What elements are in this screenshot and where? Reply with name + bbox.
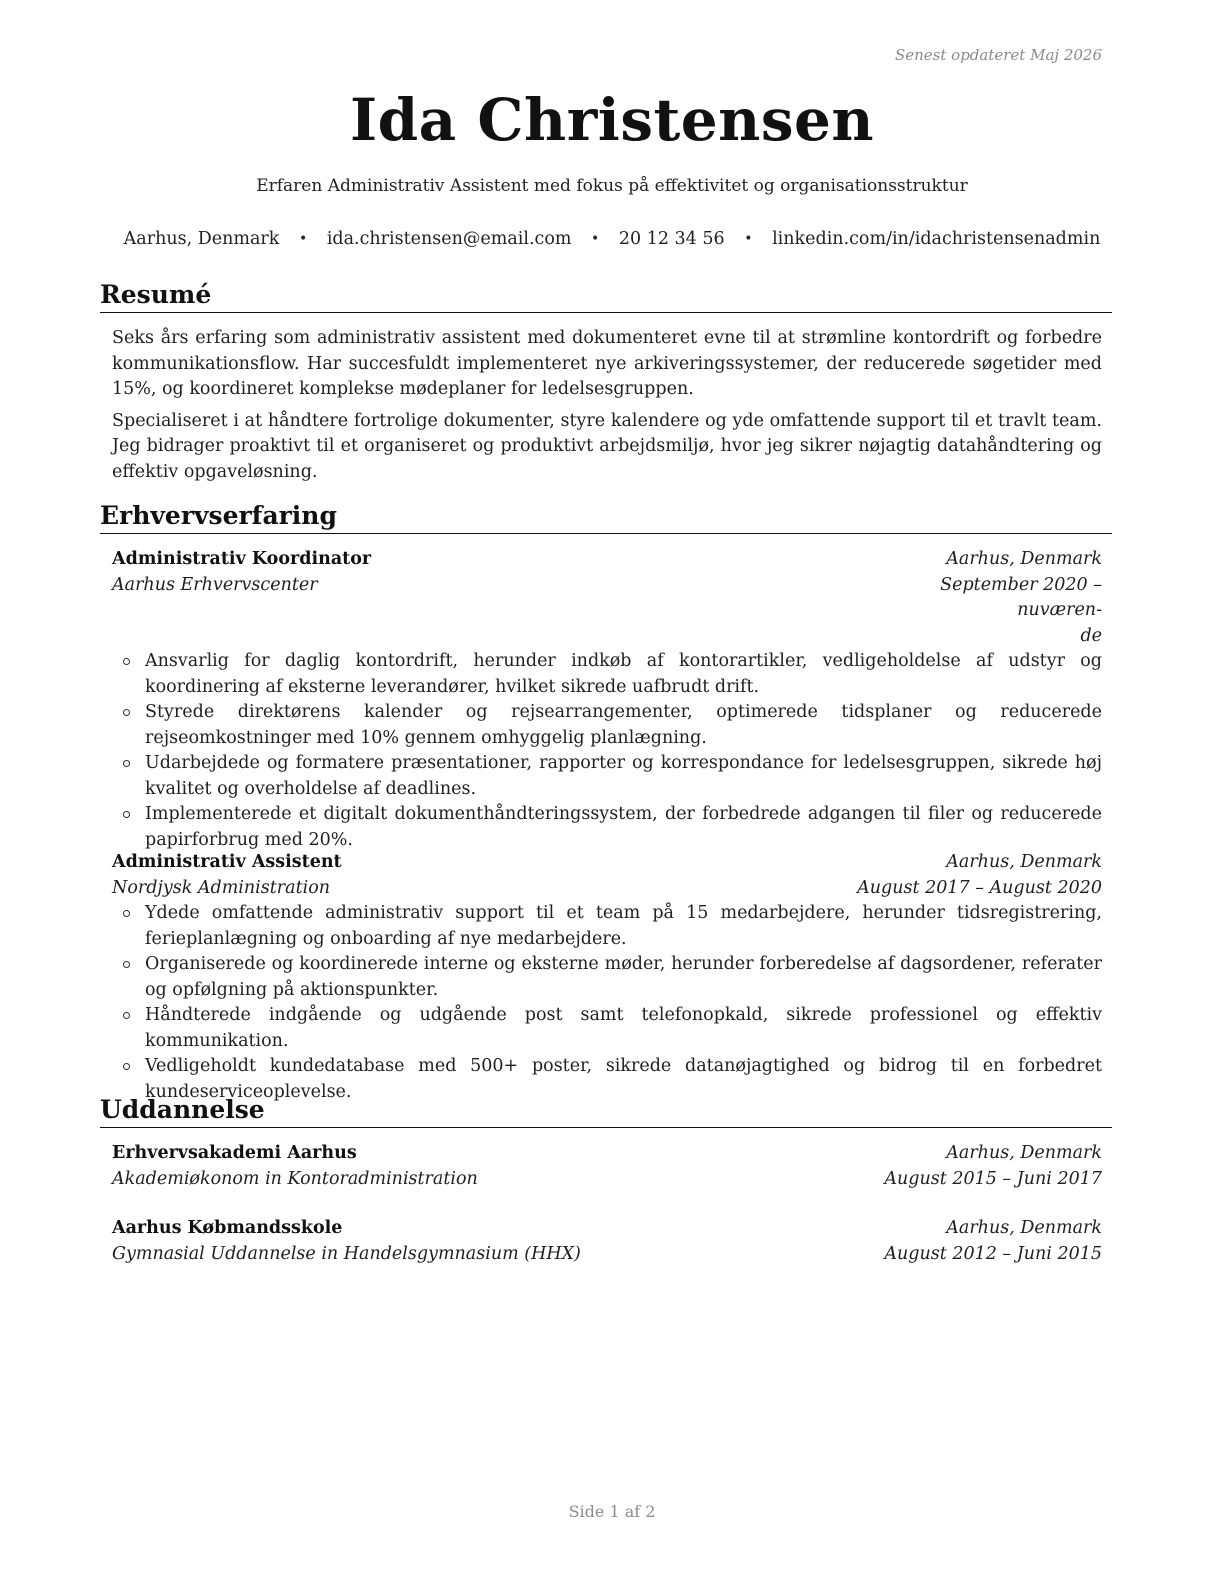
list-item: Ansvarlig for daglig kontordrift, herunder indkøb af kontorartikler, vedligeholdelse af udstyr og koordinering af eksterne leverandører, hvilket sikrede uafbrudt drift. bbox=[112, 649, 1102, 700]
circle-bullet-icon bbox=[123, 658, 130, 665]
job-entry bbox=[112, 547, 1102, 853]
contact-email[interactable]: ida.christensen@email.com bbox=[326, 229, 572, 249]
school-name: Erhvervsakademi Aarhus bbox=[112, 1143, 357, 1163]
job-bullets bbox=[112, 649, 1102, 853]
job-location: Aarhus, Denmark bbox=[946, 852, 1102, 872]
section-title-summary: Resumé bbox=[100, 280, 1112, 313]
circle-bullet-icon bbox=[123, 961, 130, 968]
circle-bullet-icon bbox=[123, 709, 130, 716]
contact-separator: • bbox=[744, 231, 753, 247]
list-item: Håndterede indgående og udgående post samt telefonopkald, sikrede professionel og effektiv kommunikation. bbox=[112, 1003, 1102, 1054]
job-company: Nordjysk Administration bbox=[112, 877, 331, 898]
job-subheader bbox=[112, 876, 1102, 902]
education-header bbox=[112, 1216, 1102, 1242]
summary-paragraph: Seks års erfaring som administrativ assistent med dokumenteret evne til at strømline kontordrift og forbedre kommunikationsflow. Har succesfuldt implementeret nye arkiveringssystemer, der reducerede søgetider med 15%, og koordineret komplekse mødeplaner for ledelsesgruppen. bbox=[112, 328, 1102, 399]
education-subheader bbox=[112, 1242, 1102, 1268]
job-bullets bbox=[112, 901, 1102, 1105]
list-item: Udarbejdede og formatere præsentationer, rapporter og korrespondance for ledelsesgruppen, sikrede høj kvalitet og overholdelse af deadlines. bbox=[112, 751, 1102, 802]
list-item: Vedligeholdt kundedatabase med 500+ poster, sikrede datanøjagtighed og bidrog til en forbedret kundeserviceoplevelse. bbox=[112, 1054, 1102, 1105]
job-entry bbox=[112, 850, 1102, 1105]
job-location: Aarhus, Denmark bbox=[946, 549, 1102, 569]
circle-bullet-icon bbox=[123, 1063, 130, 1070]
education-subheader bbox=[112, 1167, 1102, 1193]
candidate-name: Ida Christensen bbox=[349, 86, 875, 154]
education-entry bbox=[112, 1216, 1102, 1267]
summary-body bbox=[112, 326, 1102, 491]
job-subheader bbox=[112, 573, 1102, 650]
contact-location: Aarhus, Denmark bbox=[123, 229, 280, 249]
contact-linkedin[interactable]: linkedin.com/in/idachristensenadmin bbox=[772, 229, 1101, 249]
section-title-experience: Erhvervserfaring bbox=[100, 501, 1112, 534]
list-item: Styrede direktørens kalender og rejsearrangementer, optimerede tidsplaner og reducerede rejseomkostninger med 10% gennem omhyggelig planlægning. bbox=[112, 700, 1102, 751]
contact-separator: • bbox=[298, 231, 308, 247]
contact-phone: 20 12 34 56 bbox=[618, 229, 725, 249]
school-location: Aarhus, Denmark bbox=[946, 1218, 1102, 1238]
school-name: Aarhus Købmandsskole bbox=[112, 1218, 343, 1238]
job-header bbox=[112, 547, 1102, 573]
education-entry bbox=[112, 1141, 1102, 1192]
section-title-education: Uddannelse bbox=[100, 1095, 1112, 1128]
contact-separator: • bbox=[591, 231, 600, 247]
job-dates-line: September 2020 – nuværen- bbox=[940, 574, 1102, 620]
summary-paragraph: Specialiseret i at håndtere fortrolige dokumenter, styre kalendere og yde omfattende support til et travlt team. Jeg bidrager proaktivt til et organiseret og produktivt arbejdsmiljø, hvor jeg sikrer nøjagtig datahåndtering og effektiv opgaveløsning. bbox=[112, 410, 1102, 482]
circle-bullet-icon bbox=[123, 760, 130, 767]
list-item: Ydede omfattende administrativ support til et team på 15 medarbejdere, herunder tidsregistrering, ferieplanlægning og onboarding af nye medarbejdere. bbox=[112, 901, 1102, 952]
job-role: Administrativ Koordinator bbox=[112, 549, 372, 569]
list-item: Implementerede et digitalt dokumenthåndteringssystem, der forbedrede adgangen til filer og reducerede papirforbrug med 20%. bbox=[112, 802, 1102, 853]
last-updated: Senest opdateret Maj 2026 bbox=[894, 46, 1102, 64]
job-role: Administrativ Assistent bbox=[112, 852, 342, 872]
degree: Akademiøkonom in Kontoradministration bbox=[112, 1168, 478, 1189]
education-dates: August 2015 – Juni 2017 bbox=[884, 1168, 1102, 1189]
degree: Gymnasial Uddannelse in Handelsgymnasium (HHX) bbox=[112, 1243, 581, 1264]
job-dates bbox=[852, 573, 1102, 650]
job-company: Aarhus Erhvervscenter bbox=[112, 574, 318, 595]
job-dates: August 2017 – August 2020 bbox=[857, 877, 1102, 898]
tagline: Erfaren Administrativ Assistent med fokus på effektivitet og organisationsstruktur bbox=[256, 176, 968, 196]
circle-bullet-icon bbox=[123, 910, 130, 917]
education-dates: August 2012 – Juni 2015 bbox=[884, 1243, 1102, 1264]
list-item: Organiserede og koordinerede interne og eksterne møder, herunder forberedelse af dagsordener, referater og opfølgning på aktionspunkter. bbox=[112, 952, 1102, 1003]
job-dates-line: de bbox=[1080, 625, 1102, 646]
job-header bbox=[112, 850, 1102, 876]
school-location: Aarhus, Denmark bbox=[946, 1143, 1102, 1163]
contact-line bbox=[0, 229, 1224, 249]
education-header bbox=[112, 1141, 1102, 1167]
circle-bullet-icon bbox=[123, 811, 130, 818]
circle-bullet-icon bbox=[123, 1012, 130, 1019]
page-number: Side 1 af 2 bbox=[568, 1502, 656, 1521]
